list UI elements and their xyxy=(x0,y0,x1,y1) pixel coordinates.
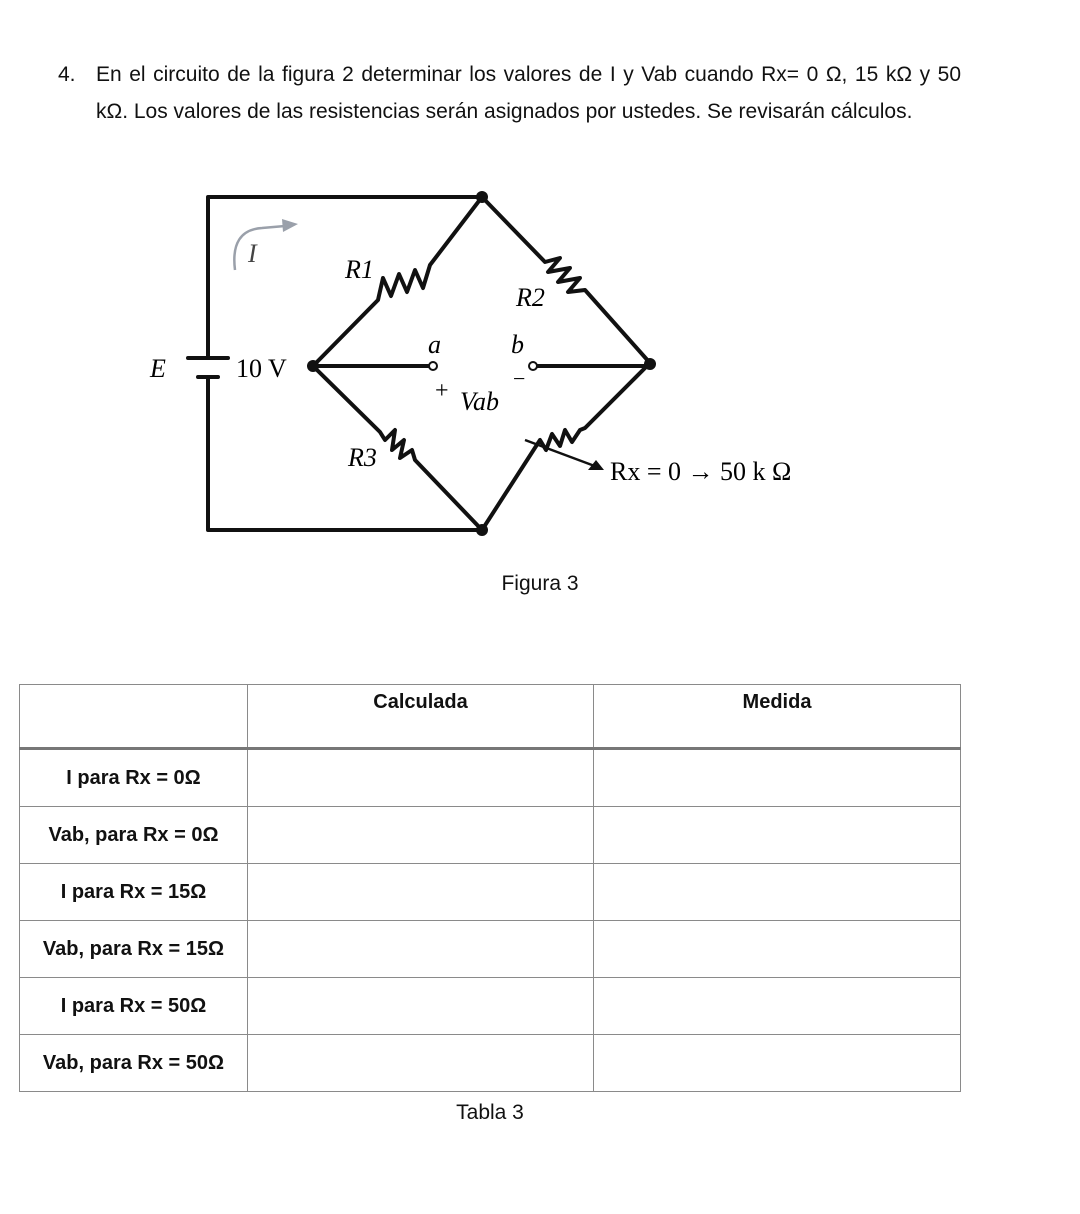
row-label: I para Rx = 15Ω xyxy=(20,864,248,921)
terminal-b xyxy=(529,362,537,370)
table-header-row xyxy=(20,685,961,749)
table-row xyxy=(20,864,961,921)
row-label: I para Rx = 0Ω xyxy=(20,749,248,807)
junction-left xyxy=(307,360,319,372)
cell-calculada xyxy=(248,807,594,864)
cell-medida xyxy=(594,807,961,864)
table-row xyxy=(20,1035,961,1092)
current-arrow-head xyxy=(282,219,298,232)
row-label: Vab, para Rx = 50Ω xyxy=(20,1035,248,1092)
cell-medida xyxy=(594,749,961,807)
junction-right xyxy=(644,358,656,370)
cell-calculada xyxy=(248,921,594,978)
table-caption: Tabla 3 xyxy=(456,1101,524,1124)
vab-label: Vab xyxy=(460,387,499,416)
r2-label: R2 xyxy=(516,283,545,312)
cell-calculada xyxy=(248,1035,594,1092)
r2-resistor xyxy=(482,197,650,363)
current-label: I xyxy=(248,239,257,268)
row-label: I para Rx = 50Ω xyxy=(20,978,248,1035)
figure-caption: Figura 3 xyxy=(501,572,579,595)
junction-top xyxy=(476,191,488,203)
cell-medida xyxy=(594,864,961,921)
r1-label: R1 xyxy=(345,255,374,284)
table-row xyxy=(20,921,961,978)
terminal-a xyxy=(429,362,437,370)
wheatstone-bridge-diagram xyxy=(150,190,828,542)
rx-label: Rx = 0 → 50 k Ω xyxy=(610,457,792,486)
problem-number: 4. xyxy=(58,63,76,86)
cell-medida xyxy=(594,921,961,978)
rx-resistor xyxy=(482,363,650,530)
cell-calculada xyxy=(248,749,594,807)
header-calculada: Calculada xyxy=(248,685,594,749)
row-label: Vab, para Rx = 0Ω xyxy=(20,807,248,864)
cell-calculada xyxy=(248,864,594,921)
results-table xyxy=(19,684,961,1092)
table-row xyxy=(20,749,961,807)
plus-sign: + xyxy=(435,378,449,404)
node-a-label: a xyxy=(428,330,441,359)
current-arrow xyxy=(234,226,285,270)
cell-medida xyxy=(594,1035,961,1092)
r3-resistor xyxy=(313,366,482,530)
problem-text: En el circuito de la figura 2 determinar los valores de I y Vab cuando Rx= 0 Ω, 15 kΩ y 50 kΩ. Los valores de las resistencias serán asignados por ustedes. Se revisarán cálculos. xyxy=(96,63,961,123)
cell-medida xyxy=(594,978,961,1035)
source-label: E xyxy=(150,354,166,383)
header-medida: Medida xyxy=(594,685,961,749)
table-row xyxy=(20,807,961,864)
minus-sign: − xyxy=(513,366,526,391)
table-row xyxy=(20,978,961,1035)
node-b-label: b xyxy=(511,330,524,359)
junction-bottom xyxy=(476,524,488,536)
circuit-figure xyxy=(150,190,828,542)
r1-resistor xyxy=(313,197,482,366)
cell-calculada xyxy=(248,978,594,1035)
header-empty xyxy=(20,685,248,749)
row-label: Vab, para Rx = 15Ω xyxy=(20,921,248,978)
source-value: 10 V xyxy=(236,354,287,383)
r3-label: R3 xyxy=(348,443,377,472)
